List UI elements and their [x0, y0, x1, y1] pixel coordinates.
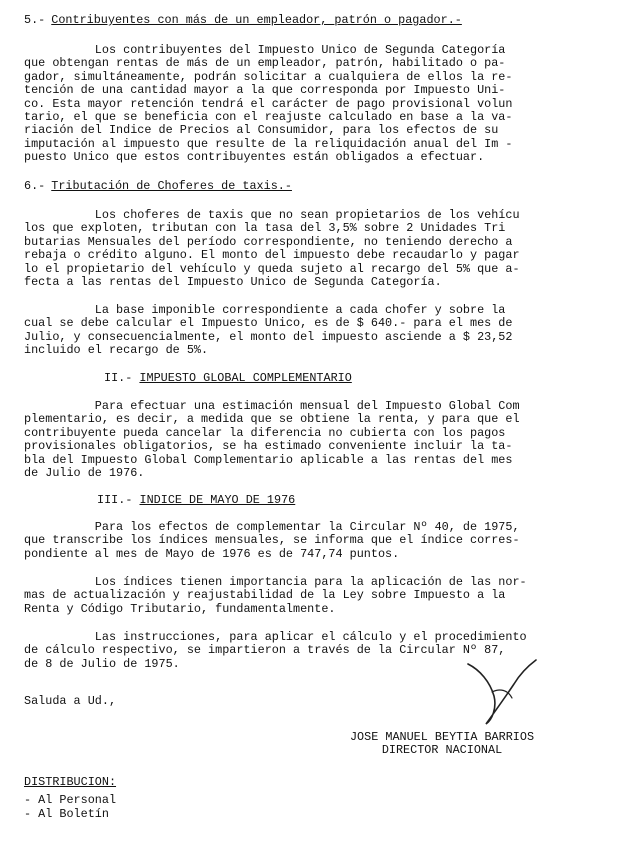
text-line: incluido el recargo de 5%.	[24, 343, 209, 358]
text-line: provisionales obligatorios, se ha estimado conveniente incluir la ta-	[24, 439, 513, 454]
section-6-paragraph-2	[24, 304, 606, 358]
section-6-number: 6.-	[24, 179, 46, 193]
text-line: riación del Indice de Precios al Consumidor, para los efectos de su	[24, 123, 499, 138]
subsection-ii-title: IMPUESTO GLOBAL COMPLEMENTARIO	[139, 371, 352, 385]
signatory-name: JOSE MANUEL BEYTIA BARRIOS	[349, 730, 535, 744]
text-line: de 8 de Julio de 1975.	[24, 656, 180, 671]
section-5-number: 5.-	[24, 13, 46, 27]
text-line: tención de una cantidad mayor a la que corresponda por Impuesto Uni-	[24, 83, 506, 98]
text-line: contribuyente pueda cancelar la diferencia no cubierta con los pagos	[24, 425, 506, 440]
text-line: La base imponible correspondiente a cada chofer y sobre la	[24, 303, 506, 317]
text-line: cual se debe calcular el Impuesto Unico, es de $ 640.- para el mes de	[24, 316, 513, 331]
text-line: Los contribuyentes del Impuesto Unico de Segunda Categoría	[24, 43, 506, 57]
text-line: tario, el que se beneficia con el reajuste calculado en base a la va-	[24, 110, 513, 125]
distribution-item: - Al Personal	[24, 793, 117, 808]
subsection-iii-title: INDICE DE MAYO DE 1976	[139, 493, 296, 507]
section-5-heading	[24, 14, 462, 27]
text-line: gador, simultáneamente, podrán solicitar a cualquiera de ellos la re-	[24, 69, 513, 84]
distribution-item: - Al Boletín	[24, 806, 109, 821]
text-line: imputación al impuesto que resulte de la reliquidación anual del Im -	[24, 136, 513, 151]
text-line: plementario, es decir, a medida que se obtiene la renta, y para que el	[24, 412, 520, 427]
text-line: los que exploten, tributan con la tasa del 3,5% sobre 2 Unidades Tri	[24, 221, 506, 236]
text-line: puesto Unico que estos contribuyentes están obligados a efectuar.	[24, 150, 485, 165]
subsection-ii-paragraph	[24, 400, 606, 480]
text-line: Julio, y consecuencialmente, el monto del impuesto asciende a $ 23,52	[24, 329, 513, 344]
subsection-iii-number: III.-	[97, 493, 133, 507]
text-line: Los choferes de taxis que no sean propietarios de los vehícu	[24, 208, 520, 222]
text-line: co. Esta mayor retención tendrá el carácter de pago provisional volun	[24, 96, 513, 111]
text-line: Renta y Código Tributario, fundamentalmente.	[24, 601, 336, 616]
text-line: lo el propietario del vehículo y queda sujeto al recargo del 5% que a-	[24, 261, 520, 276]
text-line: Las instrucciones, para aplicar el cálculo y el procedimiento	[24, 630, 527, 644]
text-line: que transcribe los índices mensuales, se informa que el índice corres-	[24, 533, 520, 548]
text-line: mas de actualización y reajustabilidad de la Ley sobre Impuesto a la	[24, 588, 506, 603]
subsection-ii-number: II.-	[104, 371, 133, 385]
section-6-title: Tributación de Choferes de taxis.-	[51, 179, 292, 193]
subsection-ii-heading	[104, 372, 352, 385]
signatory-role: DIRECTOR NACIONAL	[381, 743, 503, 758]
text-line: de cálculo respectivo, se impartieron a través de la Circular Nº 87,	[24, 643, 506, 658]
text-line: fecta a las rentas del Impuesto Unico de Segunda Categoría.	[24, 275, 442, 290]
text-line: Los índices tienen importancia para la aplicación de las nor-	[24, 575, 527, 589]
text-line: Para los efectos de complementar la Circular Nº 40, de 1975,	[24, 520, 520, 534]
signature-block	[322, 731, 562, 758]
distribution-block	[24, 776, 116, 821]
text-line: de Julio de 1976.	[24, 466, 145, 481]
text-line: Para efectuar una estimación mensual del Impuesto Global Com	[24, 399, 520, 413]
section-6-paragraph-1	[24, 209, 606, 289]
distribution-heading: DISTRIBUCION:	[24, 775, 117, 789]
section-5-paragraph	[24, 44, 606, 165]
text-line: rebaja o crédito alguno. El monto del impuesto debe recaudarlo y pagar	[24, 248, 520, 263]
text-line: que obtengan rentas de más de un empleador, patrón, habilitado o pa-	[24, 56, 506, 71]
handwritten-signature	[462, 656, 542, 728]
subsection-iii-paragraph-1	[24, 521, 606, 561]
closing-salutation: Saluda a Ud.,	[24, 694, 117, 708]
section-5-title: Contribuyentes con más de un empleador, patrón o pagador.-	[51, 13, 462, 27]
section-6-heading	[24, 180, 292, 193]
text-line: pondiente al mes de Mayo de 1976 es de 747,74 puntos.	[24, 546, 400, 561]
subsection-iii-paragraph-2	[24, 576, 606, 616]
text-line: bla del Impuesto Global Complementario aplicable a las rentas del mes	[24, 452, 513, 467]
subsection-iii-heading	[97, 494, 295, 507]
text-line: butarias Mensuales del período correspondiente, no teniendo derecho a	[24, 234, 513, 249]
